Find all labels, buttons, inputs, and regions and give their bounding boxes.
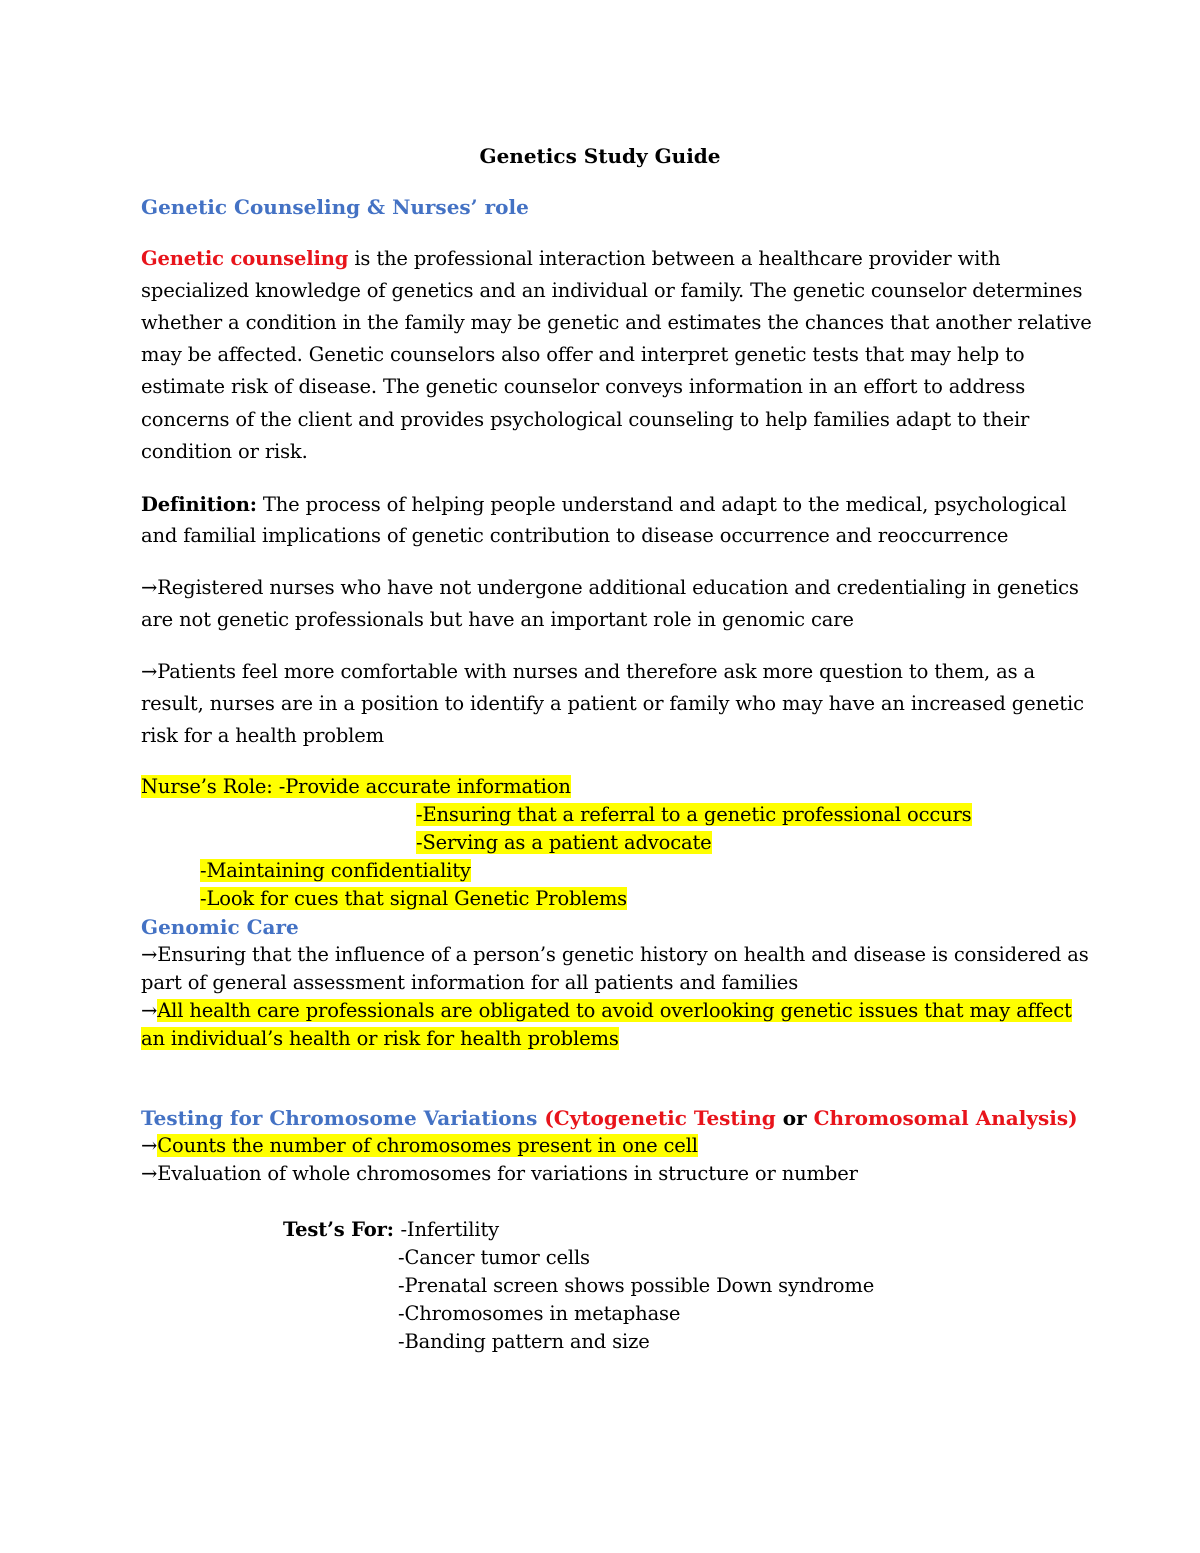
document-title: Genetics Study Guide	[479, 144, 721, 168]
paragraph-line: may be affected. Genetic counselors also offer and interpret genetic tests that may help to	[141, 343, 1025, 366]
bullet-line: →Counts the number of chromosomes present in one cell	[141, 1134, 698, 1157]
nurse-role-item: -Look for cues that signal Genetic Problems	[200, 887, 628, 910]
paragraph-line: estimate risk of disease. The genetic counselor conveys information in an effort to address	[141, 375, 1026, 398]
paragraph-line: Genetic counseling is the professional interaction between a healthcare provider with	[141, 247, 1001, 270]
bullet-line: result, nurses are in a position to identify a patient or family who may have an increased genetic	[141, 692, 1084, 715]
bullet-line: risk for a health problem	[141, 724, 384, 747]
tests-label: Test’s For:	[283, 1218, 401, 1241]
nurse-role-label: Nurse’s Role:	[141, 775, 279, 798]
bullet-line: →Ensuring that the influence of a person’s genetic history on health and disease is considered as	[141, 943, 1089, 966]
bullet-line: are not genetic professionals but have an important role in genomic care	[141, 608, 854, 631]
paragraph-line: whether a condition in the family may be genetic and estimates the chances that another relative	[141, 311, 1092, 334]
section-heading-chromosome-testing: Testing for Chromosome Variations (Cytogenetic Testing or Chromosomal Analysis)	[141, 1106, 1078, 1130]
bullet-line: an individual’s health or risk for health problems	[141, 1027, 619, 1050]
test-item: -Banding pattern and size	[398, 1330, 650, 1353]
paragraph-line: concerns of the client and provides psychological counseling to help families adapt to their	[141, 408, 1030, 431]
nurse-role-item: -Ensuring that a referral to a genetic professional occurs	[416, 803, 972, 826]
definition-line: Definition: The process of helping people understand and adapt to the medical, psychological	[141, 493, 1067, 516]
bullet-line: →All health care professionals are obligated to avoid overlooking genetic issues that may affect	[141, 999, 1072, 1022]
bullet-line: →Evaluation of whole chromosomes for variations in structure or number	[141, 1162, 858, 1185]
definition-label: Definition:	[141, 493, 257, 516]
paragraph-line: condition or risk.	[141, 440, 308, 463]
bullet-line: →Registered nurses who have not undergone additional education and credentialing in genetics	[141, 576, 1079, 599]
definition-line: and familial implications of genetic contribution to disease occurrence and reoccurrence	[141, 524, 1009, 547]
section-heading-genomic-care: Genomic Care	[141, 915, 299, 939]
bullet-line: part of general assessment information for all patients and families	[141, 971, 799, 994]
bullet-line: →Patients feel more comfortable with nurses and therefore ask more question to them, as a	[141, 660, 1035, 683]
test-item: -Prenatal screen shows possible Down syndrome	[398, 1274, 875, 1297]
test-item: -Chromosomes in metaphase	[398, 1302, 681, 1325]
nurse-role-item: -Serving as a patient advocate	[416, 831, 712, 854]
nurse-role-item: -Maintaining confidentiality	[200, 859, 471, 882]
term-genetic-counseling: Genetic counseling	[141, 247, 349, 270]
section-heading-genetic-counseling: Genetic Counseling & Nurses’ role	[141, 195, 529, 219]
nurse-role-line: Nurse’s Role: -Provide accurate information	[141, 775, 571, 798]
tests-line: Test’s For: -Infertility	[283, 1218, 499, 1241]
test-item: -Cancer tumor cells	[398, 1246, 590, 1269]
paragraph-line: specialized knowledge of genetics and an individual or family. The genetic counselor determines	[141, 279, 1083, 302]
